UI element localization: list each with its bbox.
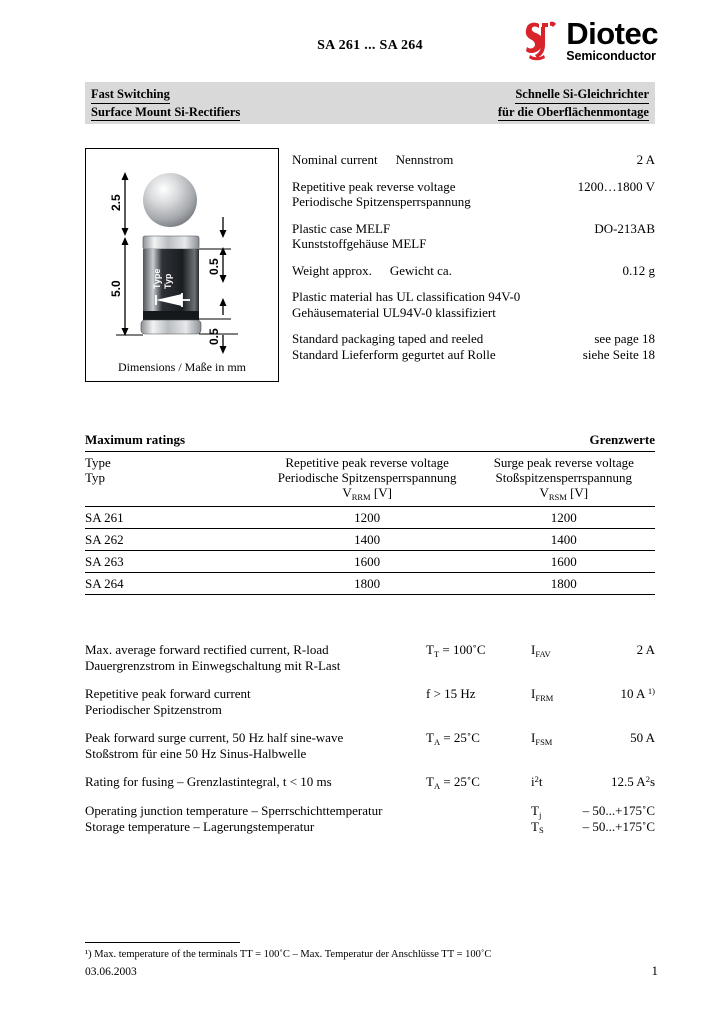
spec-value: see page 18: [594, 331, 655, 346]
column-header-vrrm: [262, 452, 473, 507]
char-desc-en: Peak forward surge current, 50 Hz half sine-wave: [85, 730, 344, 745]
col-head-de: Typ: [85, 470, 106, 485]
upper-termination-cap: [143, 236, 199, 249]
spec-row-case: [292, 221, 655, 252]
logo-name: Diotec: [566, 16, 658, 51]
char-row-peak-surge-current: [85, 730, 655, 761]
footer-page-number: 1: [651, 963, 658, 978]
char-value-ts: – 50...+175˚C: [582, 818, 655, 834]
char-desc-en: Max. average forward rectified current, R-load: [85, 642, 329, 657]
char-value: 12.5 $A^2s$: [611, 774, 655, 789]
char-value: 10 A $^{1)}$: [620, 686, 655, 701]
footer-date: 03.06.2003: [85, 966, 137, 978]
char-value: 50 A: [630, 730, 655, 745]
svg-text:0.5: 0.5: [207, 328, 221, 345]
char-desc-operating: Operating junction temperature – Sperrschichttemperatur: [85, 803, 383, 818]
cell-vrrm: 1400: [262, 529, 473, 551]
svg-text:5.0: 5.0: [109, 280, 123, 297]
spec-label-en: Repetitive peak reverse voltage: [292, 178, 456, 194]
char-row-rating-for-fusing: [85, 774, 655, 790]
spec-value: 0.12 g: [622, 262, 655, 278]
char-desc-de: Stoßstrom für eine 50 Hz Sinus-Halbwelle: [85, 745, 307, 761]
cell-vrsm: 1400: [473, 529, 655, 551]
char-symbol-tj: $T_j$: [531, 803, 542, 820]
cell-vrsm: 1600: [473, 551, 655, 573]
col-head-en: Repetitive peak reverse voltage: [285, 455, 449, 470]
char-symbol: $i^2t$: [531, 774, 543, 789]
spec-label-de: Kunststoffgehäuse MELF: [292, 236, 427, 251]
col-head-symbol: $V_{RRM}$ [V]: [342, 485, 392, 502]
spec-row-nominal-current: [292, 152, 655, 168]
solder-sphere: [143, 173, 197, 227]
table-row: [85, 551, 655, 573]
cell-type: SA 262: [85, 529, 262, 551]
char-symbol: $I_{FSM}$: [531, 730, 553, 747]
diotec-logo: [524, 18, 658, 63]
char-condition: $T_A$ = 25˚C: [426, 730, 480, 747]
char-value-tj: – 50...+175˚C: [582, 803, 655, 818]
ratings-table: [85, 452, 655, 595]
footnote-divider: [85, 942, 240, 943]
drawing-caption: Dimensions / Maße in mm: [118, 360, 246, 374]
spec-value: DO-213AB: [594, 220, 655, 236]
spec-label-en: Nominal current: [292, 152, 378, 167]
spec-label-en: Standard packaging taped and reeled: [292, 331, 484, 346]
cell-vrrm: 1800: [262, 573, 473, 595]
banner-line-de-2: für die Oberflächenmontage: [498, 104, 649, 122]
char-symbol-ts: $T_S$: [531, 818, 544, 835]
col-head-symbol: $V_{RSM}$ [V]: [539, 485, 589, 502]
spec-label-de: Standard Lieferform gegurtet auf Rolle: [292, 346, 496, 362]
char-desc-de: Dauergrenzstrom in Einwegschaltung mit R-Last: [85, 657, 341, 673]
banner-english-title: [91, 86, 240, 121]
char-desc-storage: Storage temperature – Lagerungstemperatur: [85, 818, 315, 834]
column-header-type: [85, 452, 262, 507]
melf-package-drawing: [86, 149, 275, 378]
char-symbol: $I_{FAV}$: [531, 642, 551, 659]
svg-text:Typ: Typ: [163, 273, 173, 289]
spec-row-ul-classification: [292, 289, 655, 320]
spec-label-en: Plastic case MELF: [292, 220, 391, 236]
svg-text:2.5: 2.5: [109, 194, 123, 211]
cell-vrrm: 1200: [262, 507, 473, 529]
cell-type: SA 261: [85, 507, 262, 529]
cell-vrrm: 1600: [262, 551, 473, 573]
spec-value: 1200…1800 V: [577, 178, 655, 194]
char-value: 2 A: [636, 642, 655, 657]
spec-label-en: Plastic material has UL classification 94V-0: [292, 289, 521, 304]
spec-label-de: Periodische Spitzensperrspannung: [292, 194, 471, 209]
col-head-en: Surge peak reverse voltage: [493, 455, 634, 470]
diotec-gothic-j-mark-icon: [524, 18, 560, 62]
ratings-title-en: Maximum ratings: [85, 432, 186, 447]
spec-label-de: Nennstrom: [395, 152, 454, 167]
char-row-temperatures: [85, 803, 655, 834]
cell-type: SA 264: [85, 573, 262, 595]
banner-german-title: [498, 86, 649, 121]
spec-label-de: Gewicht ca.: [389, 262, 452, 278]
char-condition: $T_T$ = 100˚C: [426, 642, 486, 659]
spec-value-de: siehe Seite 18: [582, 346, 655, 362]
char-desc-en: Rating for fusing – Grenzlastintegral, t < 10 ms: [85, 774, 332, 789]
title-banner: [85, 82, 655, 124]
col-head-de: Stoßspitzensperrspannung: [495, 470, 633, 485]
col-head-de: Periodische Spitzensperrspannung: [277, 470, 457, 485]
cell-vrsm: 1800: [473, 573, 655, 595]
ratings-header: [85, 432, 655, 452]
banner-line-en-2: Surface Mount Si-Rectifiers: [91, 104, 240, 122]
char-desc-en: Repetitive peak forward current: [85, 686, 251, 701]
cell-vrsm: 1200: [473, 507, 655, 529]
banner-line-de-1: Schnelle Si-Gleichrichter: [515, 86, 649, 104]
body-lower-band: [143, 311, 199, 320]
spec-row-packaging: [292, 331, 655, 362]
char-condition: $T_A$ = 25˚C: [426, 774, 480, 791]
col-head-en: Type: [85, 455, 111, 470]
spec-row-reverse-voltage: [292, 179, 655, 210]
spec-value: 2 A: [636, 152, 655, 167]
table-header-row: [85, 452, 655, 507]
char-condition: f > 15 Hz: [426, 686, 476, 701]
table-row: [85, 529, 655, 551]
char-symbol: $I_{FRM}$: [531, 686, 554, 703]
table-row: [85, 573, 655, 595]
char-desc-de: Periodischer Spitzenstrom: [85, 701, 222, 717]
column-header-vrsm: [473, 452, 655, 507]
cell-type: SA 263: [85, 551, 262, 573]
char-row-average-forward-current: [85, 642, 655, 673]
char-row-repetitive-peak-forward-current: [85, 686, 655, 717]
svg-text:0.5: 0.5: [207, 258, 221, 275]
package-drawing-box: [85, 148, 279, 382]
table-row: [85, 507, 655, 529]
footnote-text: ¹) Max. temperature of the terminals TT = 100˚C – Max. Temperatur der Anschlüsse TT = 100˚C: [85, 949, 492, 960]
svg-text:Type: Type: [152, 268, 162, 289]
spec-label-de: Gehäusematerial UL94V-0 klassifiziert: [292, 304, 496, 320]
characteristics-section: [85, 642, 655, 847]
specifications-list: [292, 152, 655, 373]
spec-label-en: Weight approx.: [292, 262, 372, 278]
page-title: SA 261 ... SA 264: [317, 38, 423, 53]
lower-termination-cap: [141, 320, 201, 334]
spec-row-weight: [292, 263, 655, 279]
ratings-title-de: Grenzwerte: [589, 432, 655, 447]
logo-wordmark: [566, 18, 658, 63]
maximum-ratings-section: [85, 432, 655, 595]
logo-subtitle: Semiconductor: [566, 49, 656, 63]
banner-line-en-1: Fast Switching: [91, 86, 170, 104]
